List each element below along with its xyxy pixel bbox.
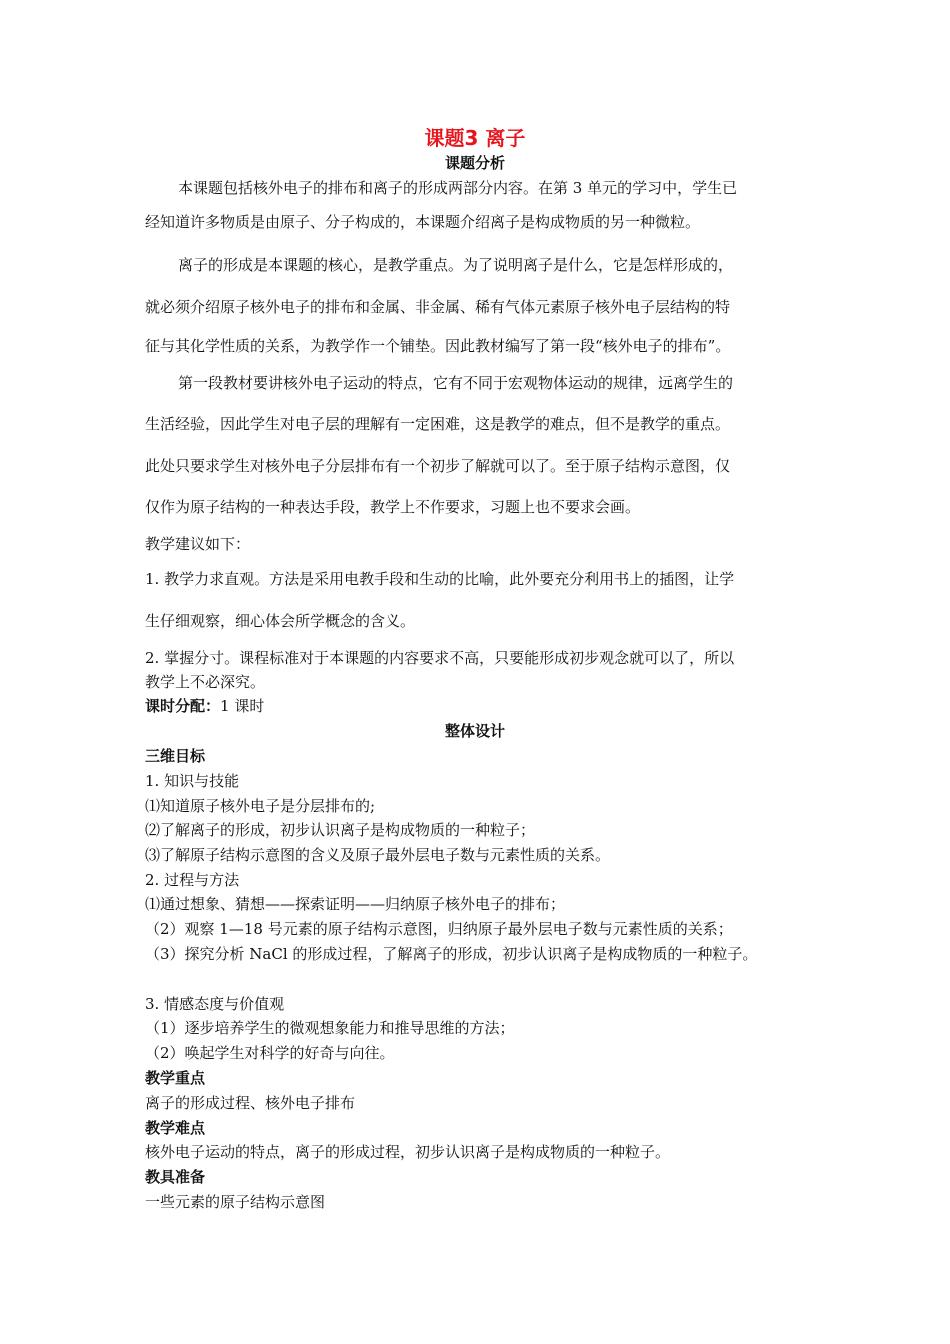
goal-item: ⑶了解原子结构示意图的含义及原子最外层电子数与元素性质的关系。 bbox=[145, 846, 611, 864]
suggestion-item: 2. 掌握分寸。课程标准对于本课题的内容要求不高，只要能形成初步观念就可以了，所以 bbox=[145, 649, 735, 667]
goal-item: （2）唤起学生对科学的好奇与向往。 bbox=[145, 1044, 395, 1062]
goal-item: （1）逐步培养学生的微观想象能力和推导思维的方法； bbox=[145, 1019, 515, 1037]
period-label: 课时分配： bbox=[145, 697, 221, 715]
paragraph-line: 征与其化学性质的关系，为教学作一个铺垫。因此教材编写了第一段“核外电子的排布”。 bbox=[145, 337, 731, 355]
suggestion-item: 1. 教学力求直观。方法是采用电教手段和生动的比喻，此外要充分利用书上的插图，让学 bbox=[145, 570, 735, 588]
suggestion-item: 生仔细观察，细心体会所学概念的含义。 bbox=[145, 612, 416, 630]
goal-item: ⑴通过想象、猜想——探索证明——归纳原子核外电子的排布； bbox=[145, 895, 566, 913]
goal-category: 3. 情感态度与价值观 bbox=[145, 995, 285, 1013]
paragraph-line: 第一段教材要讲核外电子运动的特点，它有不同于宏观物体运动的规律，远离学生的 bbox=[178, 374, 734, 392]
goal-item: ⑵了解离子的形成，初步认识离子是构成物质的一种粒子； bbox=[145, 821, 536, 839]
paragraph-line: 此处只要求学生对核外电子分层排布有一个初步了解就可以了。至于原子结构示意图，仅 bbox=[145, 457, 731, 475]
page-title: 课题3 离子 bbox=[424, 126, 526, 150]
goal-category: 1. 知识与技能 bbox=[145, 772, 240, 790]
suggestion-heading: 教学建议如下： bbox=[145, 535, 251, 553]
difficulty-heading: 教学难点 bbox=[145, 1119, 206, 1137]
period-allocation bbox=[145, 696, 815, 716]
key-point-text: 离子的形成过程、核外电子排布 bbox=[145, 1094, 356, 1112]
key-point-heading: 教学重点 bbox=[145, 1069, 206, 1087]
goal-item: （3）探究分析 NaCl 的形成过程，了解离子的形成，初步认识离子是构成物质的一种粒子。 bbox=[145, 945, 758, 963]
section-heading-design: 整体设计 bbox=[444, 722, 505, 740]
goals-heading: 三维目标 bbox=[145, 747, 206, 765]
paragraph-line: 本课题包括核外电子的排布和离子的形成两部分内容。在第 3 单元的学习中，学生已 bbox=[178, 179, 738, 197]
period-value: 1 课时 bbox=[220, 697, 265, 715]
section-heading-analysis: 课题分析 bbox=[444, 154, 505, 172]
paragraph-line: 就必须介绍原子核外电子的排布和金属、非金属、稀有气体元素原子核外电子层结构的特 bbox=[145, 298, 731, 316]
paragraph-line: 仅作为原子结构的一种表达手段，教学上不作要求，习题上也不要求会画。 bbox=[145, 498, 641, 516]
paragraph-line: 离子的形成是本课题的核心，是教学重点。为了说明离子是什么，它是怎样形成的， bbox=[178, 256, 734, 274]
goal-category: 2. 过程与方法 bbox=[145, 871, 240, 889]
goal-item: （2）观察 1—18 号元素的原子结构示意图，归纳原子最外层电子数与元素性质的关系； bbox=[145, 920, 733, 938]
tools-text: 一些元素的原子结构示意图 bbox=[145, 1193, 326, 1211]
difficulty-text: 核外电子运动的特点，离子的形成过程，初步认识离子是构成物质的一种粒子。 bbox=[145, 1143, 671, 1161]
suggestion-item: 教学上不必深究。 bbox=[145, 673, 266, 691]
paragraph-line: 生活经验，因此学生对电子层的理解有一定困难，这是教学的难点，但不是教学的重点。 bbox=[145, 415, 731, 433]
goal-item: ⑴知道原子核外电子是分层排布的; bbox=[145, 797, 376, 815]
tools-heading: 教具准备 bbox=[145, 1168, 206, 1186]
paragraph-line: 经知道许多物质是由原子、分子构成的，本课题介绍离子是构成物质的另一种微粒。 bbox=[145, 213, 701, 231]
